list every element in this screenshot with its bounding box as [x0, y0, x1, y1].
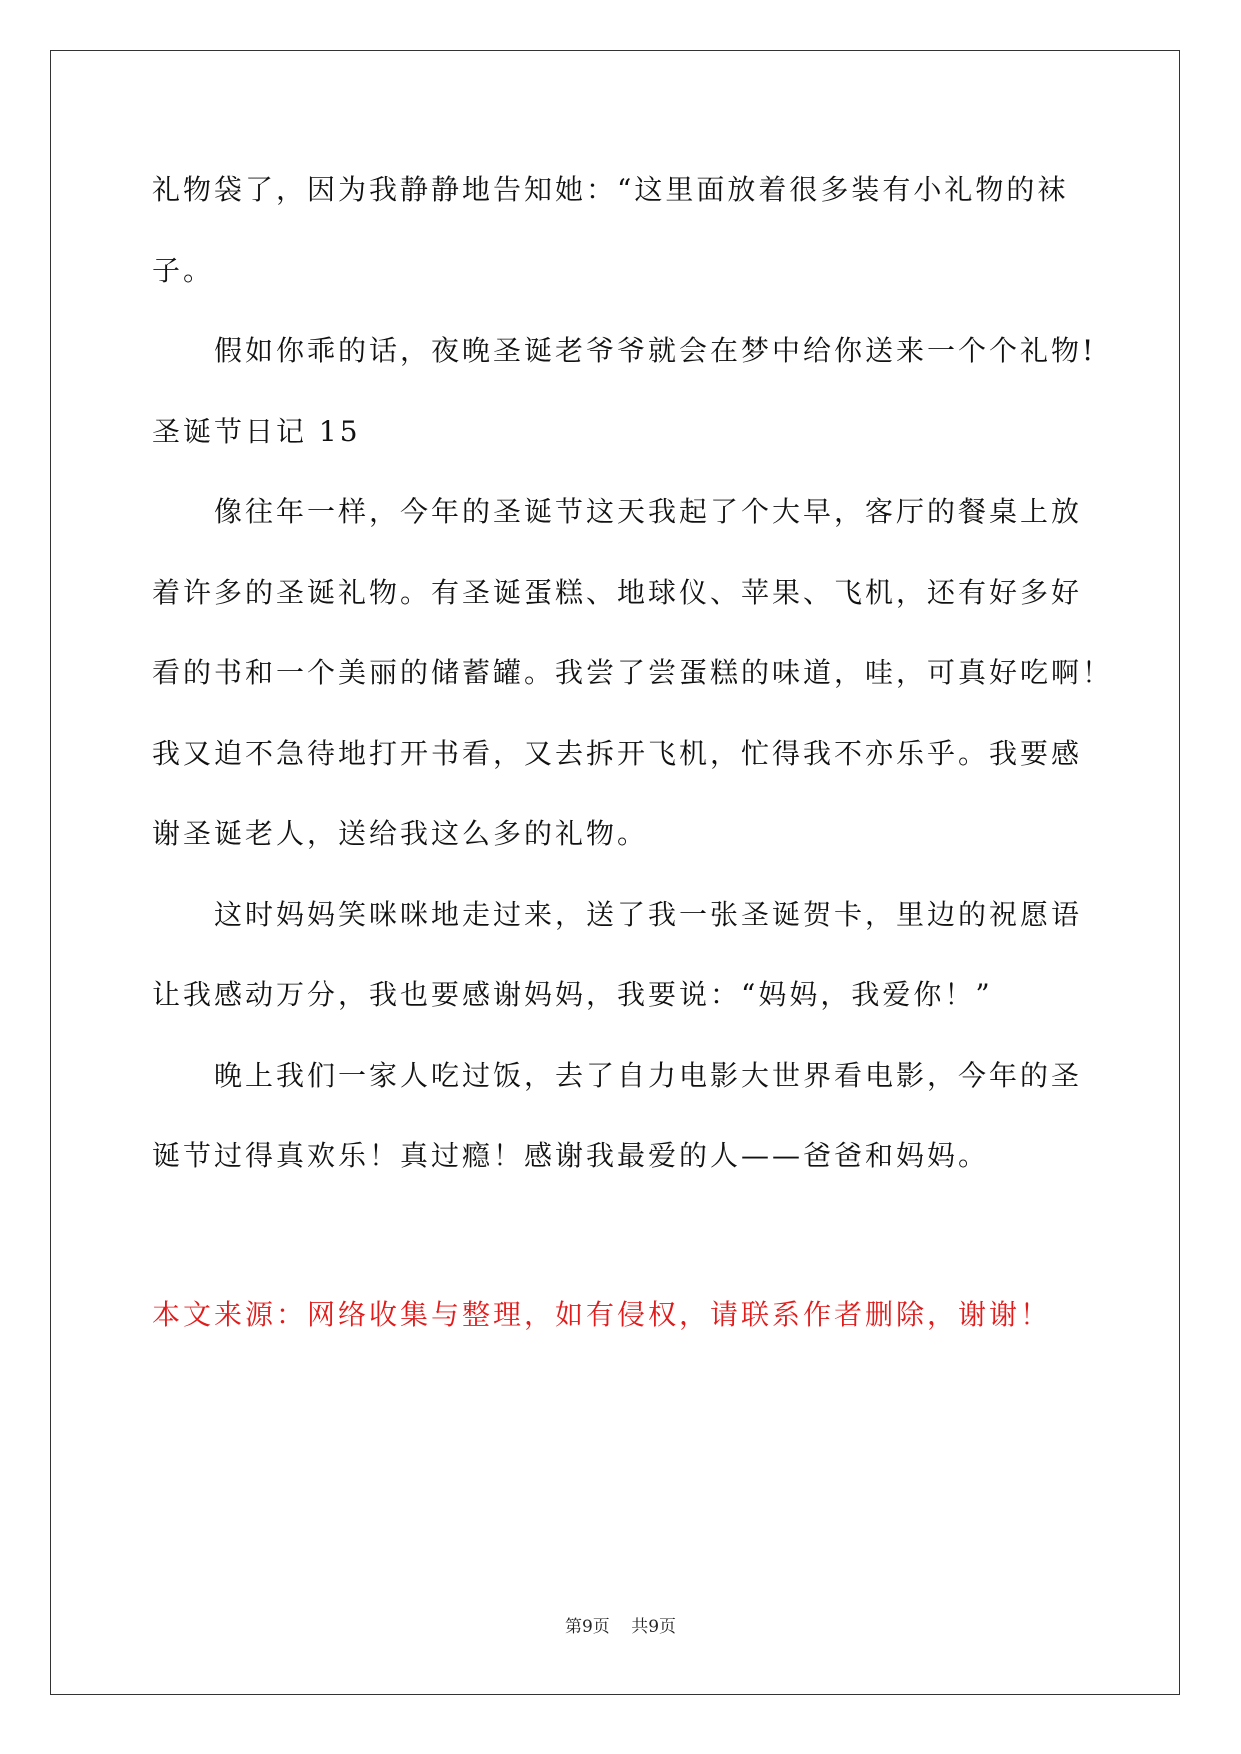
text-line: 谢圣诞老人，送给我这么多的礼物。 — [152, 817, 649, 850]
paragraph-line: 像往年一样，今年的圣诞节这天我起了个大早，客厅的餐桌上放 — [214, 495, 1083, 528]
text-line: 让我感动万分，我也要感谢妈妈，我要说：“妈妈，我爱你！” — [152, 978, 993, 1011]
text-line: 子。 — [152, 253, 215, 287]
source-note: 本文来源：网络收集与整理，如有侵权，请联系作者删除，谢谢！ — [152, 1298, 1052, 1331]
text-line: 礼物袋了，因为我静静地告知她：“这里面放着很多装有小礼物的袜 — [152, 173, 1069, 206]
current-page-label: 第9页 — [564, 1617, 610, 1637]
text-line: 我又迫不急待地打开书看，又去拆开飞机，忙得我不亦乐乎。我要感 — [152, 736, 1083, 770]
text-line: 诞节过得真欢乐！真过瘾！感谢我最爱的人——爸爸和妈妈。 — [152, 1139, 990, 1172]
page-footer — [0, 1612, 1241, 1637]
text-line: 着许多的圣诞礼物。有圣诞蛋糕、地球仪、苹果、飞机，还有好多好 — [152, 575, 1083, 609]
section-heading: 圣诞节日记 15 — [152, 414, 361, 448]
text-line: 看的书和一个美丽的储蓄罐。我尝了尝蛋糕的味道，哇，可真好吃啊！ — [152, 656, 1114, 689]
paragraph-line: 假如你乖的话，夜晚圣诞老爷爷就会在梦中给你送来一个个礼物! — [214, 334, 1097, 367]
total-pages-label: 共9页 — [631, 1617, 677, 1637]
paragraph-line: 这时妈妈笑咪咪地走过来，送了我一张圣诞贺卡，里边的祝愿语 — [214, 897, 1083, 931]
document-body — [152, 150, 1114, 1197]
paragraph-line: 晚上我们一家人吃过饭，去了自力电影大世界看电影，今年的圣 — [214, 1058, 1083, 1092]
